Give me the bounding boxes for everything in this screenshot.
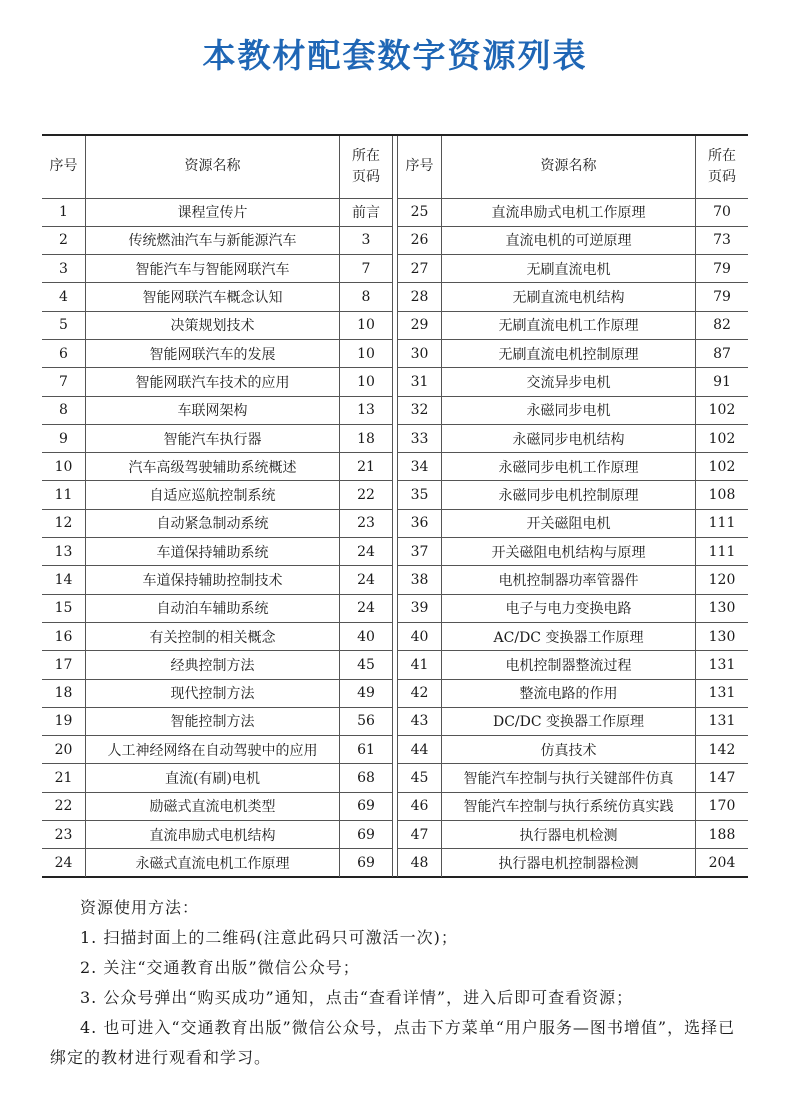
table-row bbox=[42, 594, 393, 622]
row-seq: 19 bbox=[42, 707, 86, 735]
table-row bbox=[42, 368, 393, 396]
row-page: 102 bbox=[696, 396, 749, 424]
row-seq: 38 bbox=[398, 566, 442, 594]
row-page: 82 bbox=[696, 311, 749, 339]
row-page: 8 bbox=[340, 283, 393, 311]
row-name: 电机控制器整流过程 bbox=[442, 651, 696, 679]
resource-table bbox=[42, 134, 748, 878]
row-name: 车联网架构 bbox=[86, 396, 340, 424]
row-page: 24 bbox=[340, 566, 393, 594]
row-page: 111 bbox=[696, 509, 749, 537]
row-page: 130 bbox=[696, 594, 749, 622]
row-page: 130 bbox=[696, 622, 749, 650]
table-row bbox=[398, 849, 749, 877]
row-seq: 8 bbox=[42, 396, 86, 424]
table-row bbox=[398, 283, 749, 311]
row-name: 电机控制器功率管器件 bbox=[442, 566, 696, 594]
row-name: 传统燃油汽车与新能源汽车 bbox=[86, 226, 340, 254]
row-page: 3 bbox=[340, 226, 393, 254]
row-page: 49 bbox=[340, 679, 393, 707]
row-seq: 36 bbox=[398, 509, 442, 537]
row-name: 直流(有刷)电机 bbox=[86, 764, 340, 792]
row-name: 无刷直流电机工作原理 bbox=[442, 311, 696, 339]
row-seq: 30 bbox=[398, 339, 442, 367]
row-name: 智能网联汽车的发展 bbox=[86, 339, 340, 367]
header-page-line1: 所在 bbox=[352, 147, 380, 164]
usage-step-4: 4. 也可进入“交通教育出版”微信公众号，点击下方菜单“用户服务—图书增值”，选择已绑定的教材进行观看和学习。 bbox=[50, 1018, 736, 1067]
row-seq: 23 bbox=[42, 821, 86, 849]
row-name: 现代控制方法 bbox=[86, 679, 340, 707]
row-seq: 3 bbox=[42, 255, 86, 283]
header-page bbox=[696, 136, 749, 198]
row-page: 13 bbox=[340, 396, 393, 424]
row-name: 交流异步电机 bbox=[442, 368, 696, 396]
row-name: 智能汽车控制与执行系统仿真实践 bbox=[442, 792, 696, 820]
row-name: DC/DC 变换器工作原理 bbox=[442, 707, 696, 735]
row-seq: 4 bbox=[42, 283, 86, 311]
usage-step-2: 2. 关注“交通教育出版”微信公众号； bbox=[80, 958, 360, 977]
row-page: 79 bbox=[696, 255, 749, 283]
row-name: 智能网联汽车概念认知 bbox=[86, 283, 340, 311]
row-seq: 44 bbox=[398, 736, 442, 764]
table-row bbox=[398, 226, 749, 254]
row-seq: 15 bbox=[42, 594, 86, 622]
usage-heading: 资源使用方法： bbox=[80, 898, 200, 917]
table-row bbox=[42, 226, 393, 254]
row-name: 车道保持辅助控制技术 bbox=[86, 566, 340, 594]
resource-table-right bbox=[397, 136, 748, 876]
row-name: 永磁同步电机控制原理 bbox=[442, 481, 696, 509]
row-page: 10 bbox=[340, 339, 393, 367]
table-row bbox=[398, 764, 749, 792]
row-name: 永磁同步电机工作原理 bbox=[442, 453, 696, 481]
row-seq: 37 bbox=[398, 538, 442, 566]
row-seq: 13 bbox=[42, 538, 86, 566]
row-name: 自动泊车辅助系统 bbox=[86, 594, 340, 622]
table-row bbox=[398, 622, 749, 650]
row-name: 智能汽车控制与执行关键部件仿真 bbox=[442, 764, 696, 792]
usage-instructions bbox=[50, 893, 750, 1073]
row-name: 执行器电机检测 bbox=[442, 821, 696, 849]
row-name: 无刷直流电机 bbox=[442, 255, 696, 283]
header-page-line1: 所在 bbox=[708, 147, 736, 164]
row-seq: 31 bbox=[398, 368, 442, 396]
row-seq: 25 bbox=[398, 198, 442, 226]
header-seq: 序号 bbox=[42, 136, 86, 198]
table-row bbox=[42, 849, 393, 877]
row-page: 10 bbox=[340, 368, 393, 396]
row-name: 整流电路的作用 bbox=[442, 679, 696, 707]
row-seq: 28 bbox=[398, 283, 442, 311]
row-seq: 2 bbox=[42, 226, 86, 254]
row-seq: 29 bbox=[398, 311, 442, 339]
row-page: 108 bbox=[696, 481, 749, 509]
row-seq: 48 bbox=[398, 849, 442, 877]
row-name: 直流串励式电机结构 bbox=[86, 821, 340, 849]
row-name: 执行器电机控制器检测 bbox=[442, 849, 696, 877]
table-row bbox=[398, 198, 749, 226]
row-page: 68 bbox=[340, 764, 393, 792]
row-name: 汽车高级驾驶辅助系统概述 bbox=[86, 453, 340, 481]
usage-step-3: 3. 公众号弹出“购买成功”通知，点击“查看详情”，进入后即可查看资源； bbox=[80, 988, 634, 1007]
row-name: 自适应巡航控制系统 bbox=[86, 481, 340, 509]
row-seq: 22 bbox=[42, 792, 86, 820]
row-name: 有关控制的相关概念 bbox=[86, 622, 340, 650]
row-seq: 34 bbox=[398, 453, 442, 481]
row-page: 前言 bbox=[340, 198, 393, 226]
row-page: 24 bbox=[340, 538, 393, 566]
row-page: 91 bbox=[696, 368, 749, 396]
table-row bbox=[42, 481, 393, 509]
row-seq: 43 bbox=[398, 707, 442, 735]
table-row bbox=[398, 255, 749, 283]
header-page-line2: 页码 bbox=[352, 168, 380, 185]
row-name: 仿真技术 bbox=[442, 736, 696, 764]
row-name: 永磁同步电机 bbox=[442, 396, 696, 424]
row-name: 永磁同步电机结构 bbox=[442, 424, 696, 452]
table-row bbox=[398, 792, 749, 820]
table-row bbox=[42, 792, 393, 820]
row-page: 131 bbox=[696, 679, 749, 707]
table-row bbox=[398, 368, 749, 396]
row-seq: 1 bbox=[42, 198, 86, 226]
table-row bbox=[42, 311, 393, 339]
row-name: 永磁式直流电机工作原理 bbox=[86, 849, 340, 877]
row-page: 45 bbox=[340, 651, 393, 679]
table-row bbox=[398, 736, 749, 764]
header-page-line2: 页码 bbox=[708, 168, 736, 185]
row-name: 电子与电力变换电路 bbox=[442, 594, 696, 622]
row-page: 102 bbox=[696, 424, 749, 452]
row-seq: 45 bbox=[398, 764, 442, 792]
row-name: 自动紧急制动系统 bbox=[86, 509, 340, 537]
row-page: 10 bbox=[340, 311, 393, 339]
row-page: 7 bbox=[340, 255, 393, 283]
row-seq: 39 bbox=[398, 594, 442, 622]
table-row bbox=[42, 424, 393, 452]
row-page: 79 bbox=[696, 283, 749, 311]
row-name: 直流电机的可逆原理 bbox=[442, 226, 696, 254]
table-row bbox=[398, 339, 749, 367]
table-row bbox=[42, 679, 393, 707]
row-page: 18 bbox=[340, 424, 393, 452]
row-name: 经典控制方法 bbox=[86, 651, 340, 679]
row-seq: 24 bbox=[42, 849, 86, 877]
row-page: 147 bbox=[696, 764, 749, 792]
row-name: 无刷直流电机控制原理 bbox=[442, 339, 696, 367]
row-name: 车道保持辅助系统 bbox=[86, 538, 340, 566]
row-seq: 10 bbox=[42, 453, 86, 481]
row-page: 70 bbox=[696, 198, 749, 226]
row-page: 69 bbox=[340, 849, 393, 877]
row-name: 开关磁阻电机 bbox=[442, 509, 696, 537]
row-page: 73 bbox=[696, 226, 749, 254]
table-row bbox=[42, 339, 393, 367]
table-row bbox=[42, 764, 393, 792]
row-seq: 47 bbox=[398, 821, 442, 849]
row-seq: 27 bbox=[398, 255, 442, 283]
table-row bbox=[42, 509, 393, 537]
table-row bbox=[398, 509, 749, 537]
table-row bbox=[398, 707, 749, 735]
row-page: 56 bbox=[340, 707, 393, 735]
row-seq: 17 bbox=[42, 651, 86, 679]
row-page: 170 bbox=[696, 792, 749, 820]
row-page: 111 bbox=[696, 538, 749, 566]
row-name: AC/DC 变换器工作原理 bbox=[442, 622, 696, 650]
row-page: 21 bbox=[340, 453, 393, 481]
row-page: 23 bbox=[340, 509, 393, 537]
table-row bbox=[42, 453, 393, 481]
header-page bbox=[340, 136, 393, 198]
table-row bbox=[42, 736, 393, 764]
table-row bbox=[398, 679, 749, 707]
table-row bbox=[398, 311, 749, 339]
row-page: 102 bbox=[696, 453, 749, 481]
row-seq: 20 bbox=[42, 736, 86, 764]
row-name: 人工神经网络在自动驾驶中的应用 bbox=[86, 736, 340, 764]
row-page: 87 bbox=[696, 339, 749, 367]
row-name: 无刷直流电机结构 bbox=[442, 283, 696, 311]
table-row bbox=[398, 651, 749, 679]
row-page: 120 bbox=[696, 566, 749, 594]
row-page: 131 bbox=[696, 651, 749, 679]
row-seq: 16 bbox=[42, 622, 86, 650]
row-seq: 42 bbox=[398, 679, 442, 707]
header-seq: 序号 bbox=[398, 136, 442, 198]
row-name: 课程宣传片 bbox=[86, 198, 340, 226]
table-row bbox=[42, 198, 393, 226]
header-name: 资源名称 bbox=[442, 136, 696, 198]
row-seq: 21 bbox=[42, 764, 86, 792]
table-row bbox=[398, 453, 749, 481]
row-name: 决策规划技术 bbox=[86, 311, 340, 339]
row-seq: 9 bbox=[42, 424, 86, 452]
row-page: 131 bbox=[696, 707, 749, 735]
row-seq: 11 bbox=[42, 481, 86, 509]
row-seq: 6 bbox=[42, 339, 86, 367]
row-page: 188 bbox=[696, 821, 749, 849]
table-row bbox=[42, 821, 393, 849]
rows-left bbox=[42, 198, 393, 877]
table-row bbox=[42, 396, 393, 424]
row-page: 24 bbox=[340, 594, 393, 622]
table-row bbox=[398, 481, 749, 509]
row-name: 开关磁阻电机结构与原理 bbox=[442, 538, 696, 566]
table-row bbox=[398, 396, 749, 424]
row-name: 励磁式直流电机类型 bbox=[86, 792, 340, 820]
row-name: 智能网联汽车技术的应用 bbox=[86, 368, 340, 396]
row-seq: 35 bbox=[398, 481, 442, 509]
row-name: 直流串励式电机工作原理 bbox=[442, 198, 696, 226]
row-seq: 5 bbox=[42, 311, 86, 339]
table-row bbox=[398, 566, 749, 594]
row-page: 22 bbox=[340, 481, 393, 509]
usage-step-1: 1. 扫描封面上的二维码(注意此码只可激活一次)； bbox=[80, 928, 458, 947]
row-seq: 14 bbox=[42, 566, 86, 594]
row-seq: 32 bbox=[398, 396, 442, 424]
row-name: 智能控制方法 bbox=[86, 707, 340, 735]
row-page: 69 bbox=[340, 821, 393, 849]
table-row bbox=[398, 821, 749, 849]
row-seq: 46 bbox=[398, 792, 442, 820]
resource-table-left bbox=[42, 136, 393, 876]
page-title: 本教材配套数字资源列表 bbox=[202, 36, 588, 75]
table-row bbox=[42, 255, 393, 283]
row-page: 61 bbox=[340, 736, 393, 764]
header-name: 资源名称 bbox=[86, 136, 340, 198]
row-page: 40 bbox=[340, 622, 393, 650]
row-seq: 12 bbox=[42, 509, 86, 537]
table-row bbox=[42, 707, 393, 735]
row-name: 智能汽车执行器 bbox=[86, 424, 340, 452]
row-seq: 33 bbox=[398, 424, 442, 452]
rows-right bbox=[398, 198, 749, 877]
row-seq: 40 bbox=[398, 622, 442, 650]
table-row bbox=[42, 283, 393, 311]
row-page: 69 bbox=[340, 792, 393, 820]
row-name: 智能汽车与智能网联汽车 bbox=[86, 255, 340, 283]
row-seq: 18 bbox=[42, 679, 86, 707]
row-seq: 41 bbox=[398, 651, 442, 679]
row-seq: 7 bbox=[42, 368, 86, 396]
row-seq: 26 bbox=[398, 226, 442, 254]
table-row bbox=[42, 566, 393, 594]
table-row bbox=[398, 538, 749, 566]
row-page: 142 bbox=[696, 736, 749, 764]
row-page: 204 bbox=[696, 849, 749, 877]
table-row bbox=[42, 538, 393, 566]
table-row bbox=[398, 424, 749, 452]
table-row bbox=[42, 651, 393, 679]
table-row bbox=[42, 622, 393, 650]
table-row bbox=[398, 594, 749, 622]
